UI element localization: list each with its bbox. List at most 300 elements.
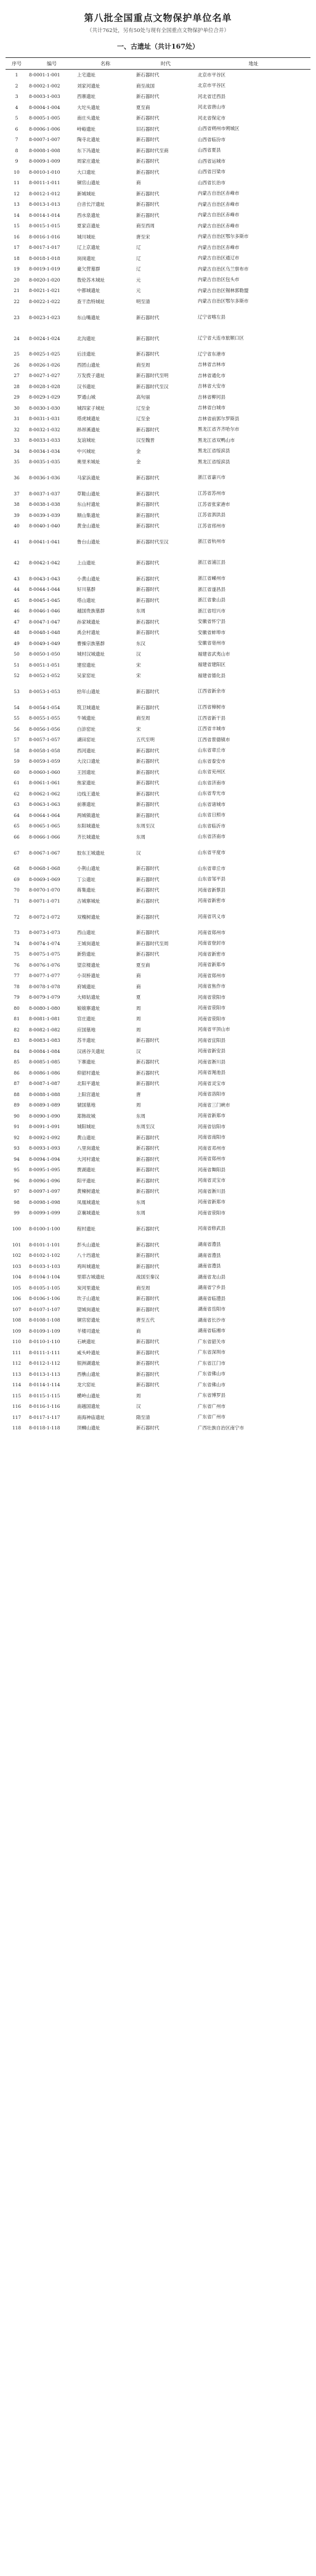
row-name: 新城城址 bbox=[77, 190, 95, 197]
table-row bbox=[6, 606, 310, 617]
table-row bbox=[6, 1219, 310, 1240]
row-name: 苏羊遗址 bbox=[77, 1038, 95, 1044]
table-row bbox=[6, 1154, 310, 1165]
row-name: 羊楼司遗址 bbox=[77, 1328, 100, 1334]
row-era: 五代至明 bbox=[136, 737, 155, 743]
row-era: 新石器时代 bbox=[136, 619, 160, 625]
row-era: 新石器时代 bbox=[136, 780, 160, 786]
row-seq: 91 bbox=[14, 1124, 20, 1130]
row-name: 汉函谷关遗址 bbox=[77, 1048, 105, 1054]
row-era: 新石器时代 bbox=[136, 1081, 160, 1087]
row-seq: 42 bbox=[14, 560, 20, 566]
row-code: 8-0092-1-092 bbox=[29, 1134, 60, 1140]
row-code: 8-0082-1-082 bbox=[29, 1026, 60, 1033]
row-location: 河南省淅川县 bbox=[198, 1058, 225, 1065]
row-seq: 47 bbox=[14, 619, 20, 625]
row-name: 岗岗遗址 bbox=[77, 255, 95, 261]
row-location: 河南省三门峡市 bbox=[198, 1102, 230, 1108]
row-era: 新石器时代 bbox=[136, 314, 160, 320]
row-name: 城川城址 bbox=[77, 234, 95, 240]
row-location: 江西省新余市 bbox=[198, 688, 225, 694]
row-era: 辽 bbox=[136, 266, 141, 272]
row-code: 8-0019-1-019 bbox=[29, 266, 60, 272]
row-code: 8-0041-1-041 bbox=[29, 539, 60, 545]
row-seq: 1 bbox=[15, 72, 18, 78]
row-code: 8-0062-1-062 bbox=[29, 790, 60, 797]
row-location: 河南省登封市 bbox=[198, 940, 225, 946]
table-row bbox=[6, 1132, 310, 1144]
table-row bbox=[6, 70, 310, 81]
table-row bbox=[6, 307, 310, 328]
row-code: 8-0078-1-078 bbox=[29, 983, 60, 989]
table-row bbox=[6, 1379, 310, 1391]
row-seq: 98 bbox=[14, 1199, 20, 1205]
row-name: 炭河里遗址 bbox=[77, 1285, 100, 1291]
row-location: 浙江省象山县 bbox=[198, 597, 225, 603]
row-code: 8-0067-1-067 bbox=[29, 850, 60, 856]
row-era: 新石器时代 bbox=[136, 1263, 160, 1269]
column-header-location: 地址 bbox=[196, 58, 310, 70]
table-row bbox=[6, 810, 310, 821]
row-location: 河北省唐山市 bbox=[198, 104, 225, 110]
row-code: 8-0107-1-107 bbox=[29, 1306, 60, 1312]
table-row bbox=[6, 360, 310, 371]
table-row bbox=[6, 649, 310, 660]
row-name: 贾湖遗址 bbox=[77, 1167, 95, 1173]
row-era: 新石器时代 bbox=[136, 1134, 160, 1140]
row-seq: 50 bbox=[14, 651, 20, 657]
table-row bbox=[6, 702, 310, 713]
row-code: 8-0116-1-116 bbox=[29, 1404, 60, 1410]
table-row bbox=[6, 102, 310, 113]
row-name: 龙穴窑址 bbox=[77, 1382, 95, 1388]
row-seq: 75 bbox=[14, 951, 20, 957]
table-row bbox=[6, 413, 310, 425]
row-seq: 56 bbox=[14, 726, 20, 732]
row-era: 新石器时代至汉 bbox=[136, 539, 169, 545]
row-seq: 85 bbox=[14, 1059, 20, 1065]
row-era: 新石器时代 bbox=[136, 1382, 160, 1388]
row-seq: 86 bbox=[14, 1070, 20, 1076]
row-era: 东周 bbox=[136, 608, 145, 614]
row-name: 府城遗址 bbox=[77, 983, 95, 989]
row-name: 双槐树遗址 bbox=[77, 914, 100, 920]
column-header-name: 名称 bbox=[76, 58, 135, 70]
row-name: 古城寨城址 bbox=[77, 898, 100, 904]
row-code: 8-0014-1-014 bbox=[29, 212, 60, 218]
row-seq: 51 bbox=[14, 662, 20, 668]
row-location: 江苏省张家港市 bbox=[198, 501, 230, 507]
row-era: 辽 bbox=[136, 245, 141, 251]
table-row bbox=[6, 1197, 310, 1208]
row-code: 8-0053-1-053 bbox=[29, 689, 60, 694]
table-row bbox=[6, 1358, 310, 1369]
row-location: 河南省洛阳市 bbox=[198, 1091, 225, 1097]
row-code: 8-0039-1-039 bbox=[29, 512, 60, 518]
row-code: 8-0076-1-076 bbox=[29, 962, 60, 968]
row-era: 新石器时代 bbox=[136, 587, 160, 593]
row-seq: 117 bbox=[12, 1414, 22, 1420]
row-era: 汉 bbox=[136, 1404, 141, 1410]
table-row bbox=[6, 1391, 310, 1402]
row-era: 辽 bbox=[136, 255, 141, 261]
table-row bbox=[6, 145, 310, 156]
row-seq: 104 bbox=[12, 1274, 22, 1280]
row-location: 安徽省怀宁县 bbox=[198, 619, 225, 625]
row-name: 黄楝树遗址 bbox=[77, 1188, 100, 1195]
row-era: 元 bbox=[136, 277, 141, 283]
row-name: 京襄城遗址 bbox=[77, 1210, 100, 1216]
row-era: 东周 bbox=[136, 1113, 145, 1119]
table-row bbox=[6, 381, 310, 392]
table-row bbox=[6, 425, 310, 436]
row-seq: 8 bbox=[15, 147, 18, 153]
row-era: 新石器时代 bbox=[136, 876, 160, 882]
row-code: 8-0083-1-083 bbox=[29, 1038, 60, 1044]
row-name: 阳平遗址 bbox=[77, 1177, 95, 1184]
row-code: 8-0094-1-094 bbox=[29, 1156, 60, 1162]
row-era: 汉 bbox=[136, 1048, 141, 1054]
row-location: 山东省日照市 bbox=[198, 812, 225, 818]
row-code: 8-0084-1-084 bbox=[29, 1048, 60, 1054]
row-seq: 35 bbox=[14, 459, 20, 465]
row-era: 新石器时代 bbox=[136, 689, 160, 694]
row-location: 河南省渑池县 bbox=[198, 1070, 225, 1076]
table-row bbox=[6, 1143, 310, 1154]
table-row bbox=[6, 1100, 310, 1111]
row-code: 8-0030-1-030 bbox=[29, 405, 60, 411]
row-code: 8-0079-1-079 bbox=[29, 994, 60, 1001]
row-code: 8-0112-1-112 bbox=[29, 1360, 60, 1367]
table-row bbox=[6, 724, 310, 735]
row-seq: 72 bbox=[14, 914, 20, 920]
row-seq: 68 bbox=[14, 866, 20, 872]
row-code: 8-0101-1-101 bbox=[29, 1241, 60, 1248]
row-name: 大口遗址 bbox=[77, 169, 95, 175]
row-location: 内蒙古自治区赤峰市 bbox=[198, 244, 240, 250]
row-code: 8-0059-1-059 bbox=[29, 758, 60, 765]
row-seq: 84 bbox=[14, 1048, 20, 1054]
row-location: 河北省保定市 bbox=[198, 115, 225, 121]
table-row bbox=[6, 296, 310, 307]
row-era: 周 bbox=[136, 1005, 141, 1011]
row-seq: 97 bbox=[14, 1188, 20, 1195]
row-era: 高句丽 bbox=[136, 394, 150, 400]
row-location: 河南省荥阳市 bbox=[198, 994, 225, 1000]
row-seq: 46 bbox=[14, 608, 20, 614]
table-row bbox=[6, 992, 310, 1003]
row-name: 铜官窑遗址 bbox=[77, 1317, 100, 1323]
row-code: 8-0022-1-022 bbox=[29, 298, 60, 304]
row-era: 夏至商 bbox=[136, 962, 150, 968]
row-name: 塔山遗址 bbox=[77, 597, 95, 603]
row-name: 南越国遗址 bbox=[77, 1404, 100, 1410]
row-location: 河南省灵宝市 bbox=[198, 1080, 225, 1086]
row-seq: 62 bbox=[14, 790, 20, 797]
row-era: 新石器时代 bbox=[136, 502, 160, 508]
row-seq: 101 bbox=[12, 1241, 22, 1248]
row-code: 8-0065-1-065 bbox=[29, 823, 60, 829]
row-seq: 71 bbox=[14, 898, 20, 904]
row-code: 8-0052-1-052 bbox=[29, 673, 60, 679]
row-era: 新石器时代 bbox=[136, 212, 160, 218]
row-location: 山西省运城市 bbox=[198, 158, 225, 164]
row-name: 西寨遗址 bbox=[77, 94, 95, 100]
row-name: 横岭山遗址 bbox=[77, 1392, 100, 1399]
row-location: 福建省建阳区 bbox=[198, 662, 225, 668]
row-name: 城阳城址 bbox=[77, 1124, 95, 1130]
row-location: 湖南省澧县 bbox=[198, 1241, 221, 1248]
row-seq: 49 bbox=[14, 640, 20, 646]
row-location: 山东省济南市 bbox=[198, 834, 225, 840]
row-era: 新石器时代 bbox=[136, 72, 160, 78]
row-seq: 94 bbox=[14, 1156, 20, 1162]
row-location: 安徽省亳州市 bbox=[198, 640, 225, 646]
row-location: 湖南省岳阳市 bbox=[198, 1306, 225, 1312]
row-code: 8-0115-1-115 bbox=[29, 1392, 60, 1399]
row-code: 8-0048-1-048 bbox=[29, 630, 60, 636]
row-code: 8-0013-1-013 bbox=[29, 201, 60, 208]
table-row bbox=[6, 242, 310, 253]
row-code: 8-0025-1-025 bbox=[29, 351, 60, 357]
row-code: 8-0096-1-096 bbox=[29, 1177, 60, 1184]
row-code: 8-0113-1-113 bbox=[29, 1371, 60, 1377]
row-era: 东周至汉 bbox=[136, 1124, 155, 1130]
row-seq: 44 bbox=[14, 587, 20, 593]
row-seq: 81 bbox=[14, 1016, 20, 1022]
row-code: 8-0114-1-114 bbox=[29, 1382, 60, 1388]
row-location: 吉林省通化市 bbox=[198, 372, 225, 378]
row-code: 8-0093-1-093 bbox=[29, 1145, 60, 1152]
row-code: 8-0055-1-055 bbox=[29, 715, 60, 721]
row-era: 新石器时代 bbox=[136, 1145, 160, 1152]
row-location: 广东省佛山市 bbox=[198, 1371, 225, 1377]
row-seq: 29 bbox=[14, 394, 20, 400]
row-code: 8-0085-1-085 bbox=[29, 1059, 60, 1065]
table-row bbox=[6, 756, 310, 767]
row-location: 浙江省嵊州市 bbox=[198, 575, 225, 582]
row-location: 辽宁省喀左县 bbox=[198, 314, 225, 320]
row-seq: 102 bbox=[12, 1253, 22, 1259]
row-era: 新石器时代 bbox=[136, 1296, 160, 1302]
row-code: 8-0054-1-054 bbox=[29, 704, 60, 710]
row-seq: 65 bbox=[14, 823, 20, 829]
row-location: 河南省新安县 bbox=[198, 1048, 225, 1054]
row-era: 新石器时代 bbox=[136, 758, 160, 765]
row-location: 内蒙古自治区鄂尔多斯市 bbox=[198, 234, 249, 240]
row-seq: 61 bbox=[14, 780, 20, 786]
row-location: 黑龙江省绥滨县 bbox=[198, 448, 230, 454]
row-code: 8-0026-1-026 bbox=[29, 362, 60, 368]
row-name: 罗通山城 bbox=[77, 394, 95, 400]
row-code: 8-0040-1-040 bbox=[29, 523, 60, 529]
table-row bbox=[6, 627, 310, 638]
row-location: 山东省邹平县 bbox=[198, 876, 225, 882]
row-location: 内蒙古自治区赤峰市 bbox=[198, 190, 240, 197]
column-header-era: 时代 bbox=[135, 58, 196, 70]
row-location: 江苏省泗洪县 bbox=[198, 512, 225, 518]
row-era: 宋 bbox=[136, 662, 141, 668]
row-seq: 26 bbox=[14, 362, 20, 368]
row-code: 8-0057-1-057 bbox=[29, 737, 60, 743]
table-row bbox=[6, 446, 310, 457]
row-seq: 70 bbox=[14, 887, 20, 893]
row-seq: 19 bbox=[14, 266, 20, 272]
row-location: 河南省淅川县 bbox=[198, 1188, 225, 1194]
row-seq: 87 bbox=[14, 1081, 20, 1087]
row-code: 8-0069-1-069 bbox=[29, 876, 60, 882]
row-code: 8-0044-1-044 bbox=[29, 587, 60, 593]
row-name: 筑卫城遗址 bbox=[77, 704, 100, 710]
table-row bbox=[6, 1293, 310, 1304]
row-location: 浙江省嘉兴市 bbox=[198, 474, 225, 481]
table-row bbox=[6, 177, 310, 189]
row-location: 广东省博罗县 bbox=[198, 1392, 225, 1399]
row-seq: 90 bbox=[14, 1113, 20, 1119]
row-seq: 21 bbox=[14, 288, 20, 294]
row-location: 山西省临汾市 bbox=[198, 136, 225, 142]
row-name: 周家庄遗址 bbox=[77, 158, 100, 165]
row-code: 8-0011-1-011 bbox=[29, 180, 60, 186]
row-code: 8-0042-1-042 bbox=[29, 560, 60, 566]
table-row bbox=[6, 285, 310, 296]
row-code: 8-0032-1-032 bbox=[29, 426, 60, 433]
table-row bbox=[6, 349, 310, 360]
table-row bbox=[6, 906, 310, 927]
row-seq: 63 bbox=[14, 802, 20, 808]
row-location: 广西壮族自治区南宁市 bbox=[198, 1424, 244, 1431]
table-row bbox=[6, 574, 310, 585]
table-row bbox=[6, 1261, 310, 1272]
table-row bbox=[6, 1272, 310, 1283]
table-row bbox=[6, 435, 310, 446]
table-row bbox=[6, 1186, 310, 1197]
row-name: 彭头山遗址 bbox=[77, 1241, 100, 1248]
table-row bbox=[6, 970, 310, 981]
row-name: 西樵山遗址 bbox=[77, 1371, 100, 1377]
table-row bbox=[6, 778, 310, 789]
row-name: 汉书遗址 bbox=[77, 383, 95, 389]
row-location: 山西省长治市 bbox=[198, 179, 225, 185]
row-seq: 106 bbox=[12, 1296, 22, 1302]
row-seq: 69 bbox=[14, 876, 20, 882]
table-row bbox=[6, 896, 310, 907]
row-name: 禹会村遗址 bbox=[77, 630, 100, 636]
row-code: 8-0060-1-060 bbox=[29, 769, 60, 775]
row-name: 官庄遗址 bbox=[77, 1016, 95, 1022]
row-code: 8-0100-1-100 bbox=[29, 1226, 60, 1232]
table-row bbox=[6, 468, 310, 489]
row-location: 吉林省白城市 bbox=[198, 405, 225, 411]
row-era: 新石器时代 bbox=[136, 790, 160, 797]
row-location: 黑龙江省双鸭山市 bbox=[198, 437, 235, 443]
table-row bbox=[6, 1304, 310, 1315]
table-row bbox=[6, 189, 310, 200]
row-name: 西水泉遗址 bbox=[77, 212, 100, 218]
row-location: 河南省宜阳县 bbox=[198, 1037, 225, 1043]
row-name: 万发拨子遗址 bbox=[77, 373, 105, 379]
row-seq: 118 bbox=[12, 1425, 22, 1431]
row-location: 山东省平度市 bbox=[198, 849, 225, 855]
row-name: 望城岗遗址 bbox=[77, 1306, 100, 1312]
table-row bbox=[6, 328, 310, 349]
row-era: 汉 bbox=[136, 850, 141, 856]
row-era: 新石器时代 bbox=[136, 812, 160, 818]
row-era: 商 bbox=[136, 180, 141, 186]
row-code: 8-0010-1-010 bbox=[29, 169, 60, 175]
row-name: 上宅遗址 bbox=[77, 72, 95, 78]
row-seq: 105 bbox=[12, 1285, 22, 1291]
row-code: 8-0043-1-043 bbox=[29, 575, 60, 582]
row-name: 好川墓群 bbox=[77, 587, 95, 593]
row-era: 新石器时代 bbox=[136, 704, 160, 710]
row-location: 山西省吕梁市 bbox=[198, 169, 225, 175]
row-location: 山西省夏县 bbox=[198, 147, 221, 153]
row-location: 辽宁省大连市旅顺口区 bbox=[198, 335, 244, 341]
table-row bbox=[6, 981, 310, 993]
row-name: 查干浩特城址 bbox=[77, 298, 105, 304]
row-seq: 93 bbox=[14, 1145, 20, 1152]
row-seq: 32 bbox=[14, 426, 20, 433]
relics-table bbox=[6, 57, 310, 1434]
row-name: 大河村遗址 bbox=[77, 1156, 100, 1162]
row-code: 8-0046-1-046 bbox=[29, 608, 60, 614]
row-location: 北京市平谷区 bbox=[198, 83, 225, 89]
row-seq: 40 bbox=[14, 523, 20, 529]
row-location: 河南省焦作市 bbox=[198, 983, 225, 989]
row-era: 金 bbox=[136, 459, 141, 465]
row-location: 广东省佛山市 bbox=[198, 1381, 225, 1388]
table-row bbox=[6, 489, 310, 500]
table-row bbox=[6, 584, 310, 595]
table-row bbox=[6, 960, 310, 971]
table-row bbox=[6, 221, 310, 232]
row-location: 河南省邓州市 bbox=[198, 1145, 225, 1151]
row-code: 8-0002-1-002 bbox=[29, 83, 60, 89]
row-location: 安徽省蚌埠市 bbox=[198, 629, 225, 635]
table-row bbox=[6, 1250, 310, 1261]
row-location: 河南省荥阳市 bbox=[198, 1015, 225, 1022]
table-row bbox=[6, 927, 310, 938]
table-header-row bbox=[6, 58, 310, 70]
table-row bbox=[6, 746, 310, 757]
row-era: 周 bbox=[136, 1102, 141, 1108]
row-code: 8-0034-1-034 bbox=[29, 448, 60, 454]
table-row bbox=[6, 510, 310, 521]
row-era: 夏至商 bbox=[136, 104, 150, 110]
row-code: 8-0086-1-086 bbox=[29, 1070, 60, 1076]
row-location: 江苏省苏州市 bbox=[198, 490, 225, 497]
row-seq: 5 bbox=[15, 115, 18, 121]
row-name: 湖田窑址 bbox=[77, 737, 95, 743]
row-era: 东周 bbox=[136, 1210, 145, 1216]
row-location: 河南省新密市 bbox=[198, 898, 225, 904]
row-code: 8-0064-1-064 bbox=[29, 812, 60, 818]
row-name: 城四家子城址 bbox=[77, 405, 105, 411]
row-name: 拾年山遗址 bbox=[77, 689, 100, 694]
row-code: 8-0031-1-031 bbox=[29, 416, 60, 422]
row-location: 山东省兖州区 bbox=[198, 769, 225, 775]
table-row bbox=[6, 124, 310, 135]
row-code: 8-0035-1-035 bbox=[29, 459, 60, 465]
row-location: 河南省新郑市 bbox=[198, 1199, 225, 1205]
row-seq: 55 bbox=[14, 715, 20, 721]
table-row bbox=[6, 713, 310, 724]
table-row bbox=[6, 789, 310, 800]
row-era: 新石器时代 bbox=[136, 475, 160, 481]
row-code: 8-0110-1-110 bbox=[29, 1339, 60, 1345]
table-row bbox=[6, 134, 310, 145]
